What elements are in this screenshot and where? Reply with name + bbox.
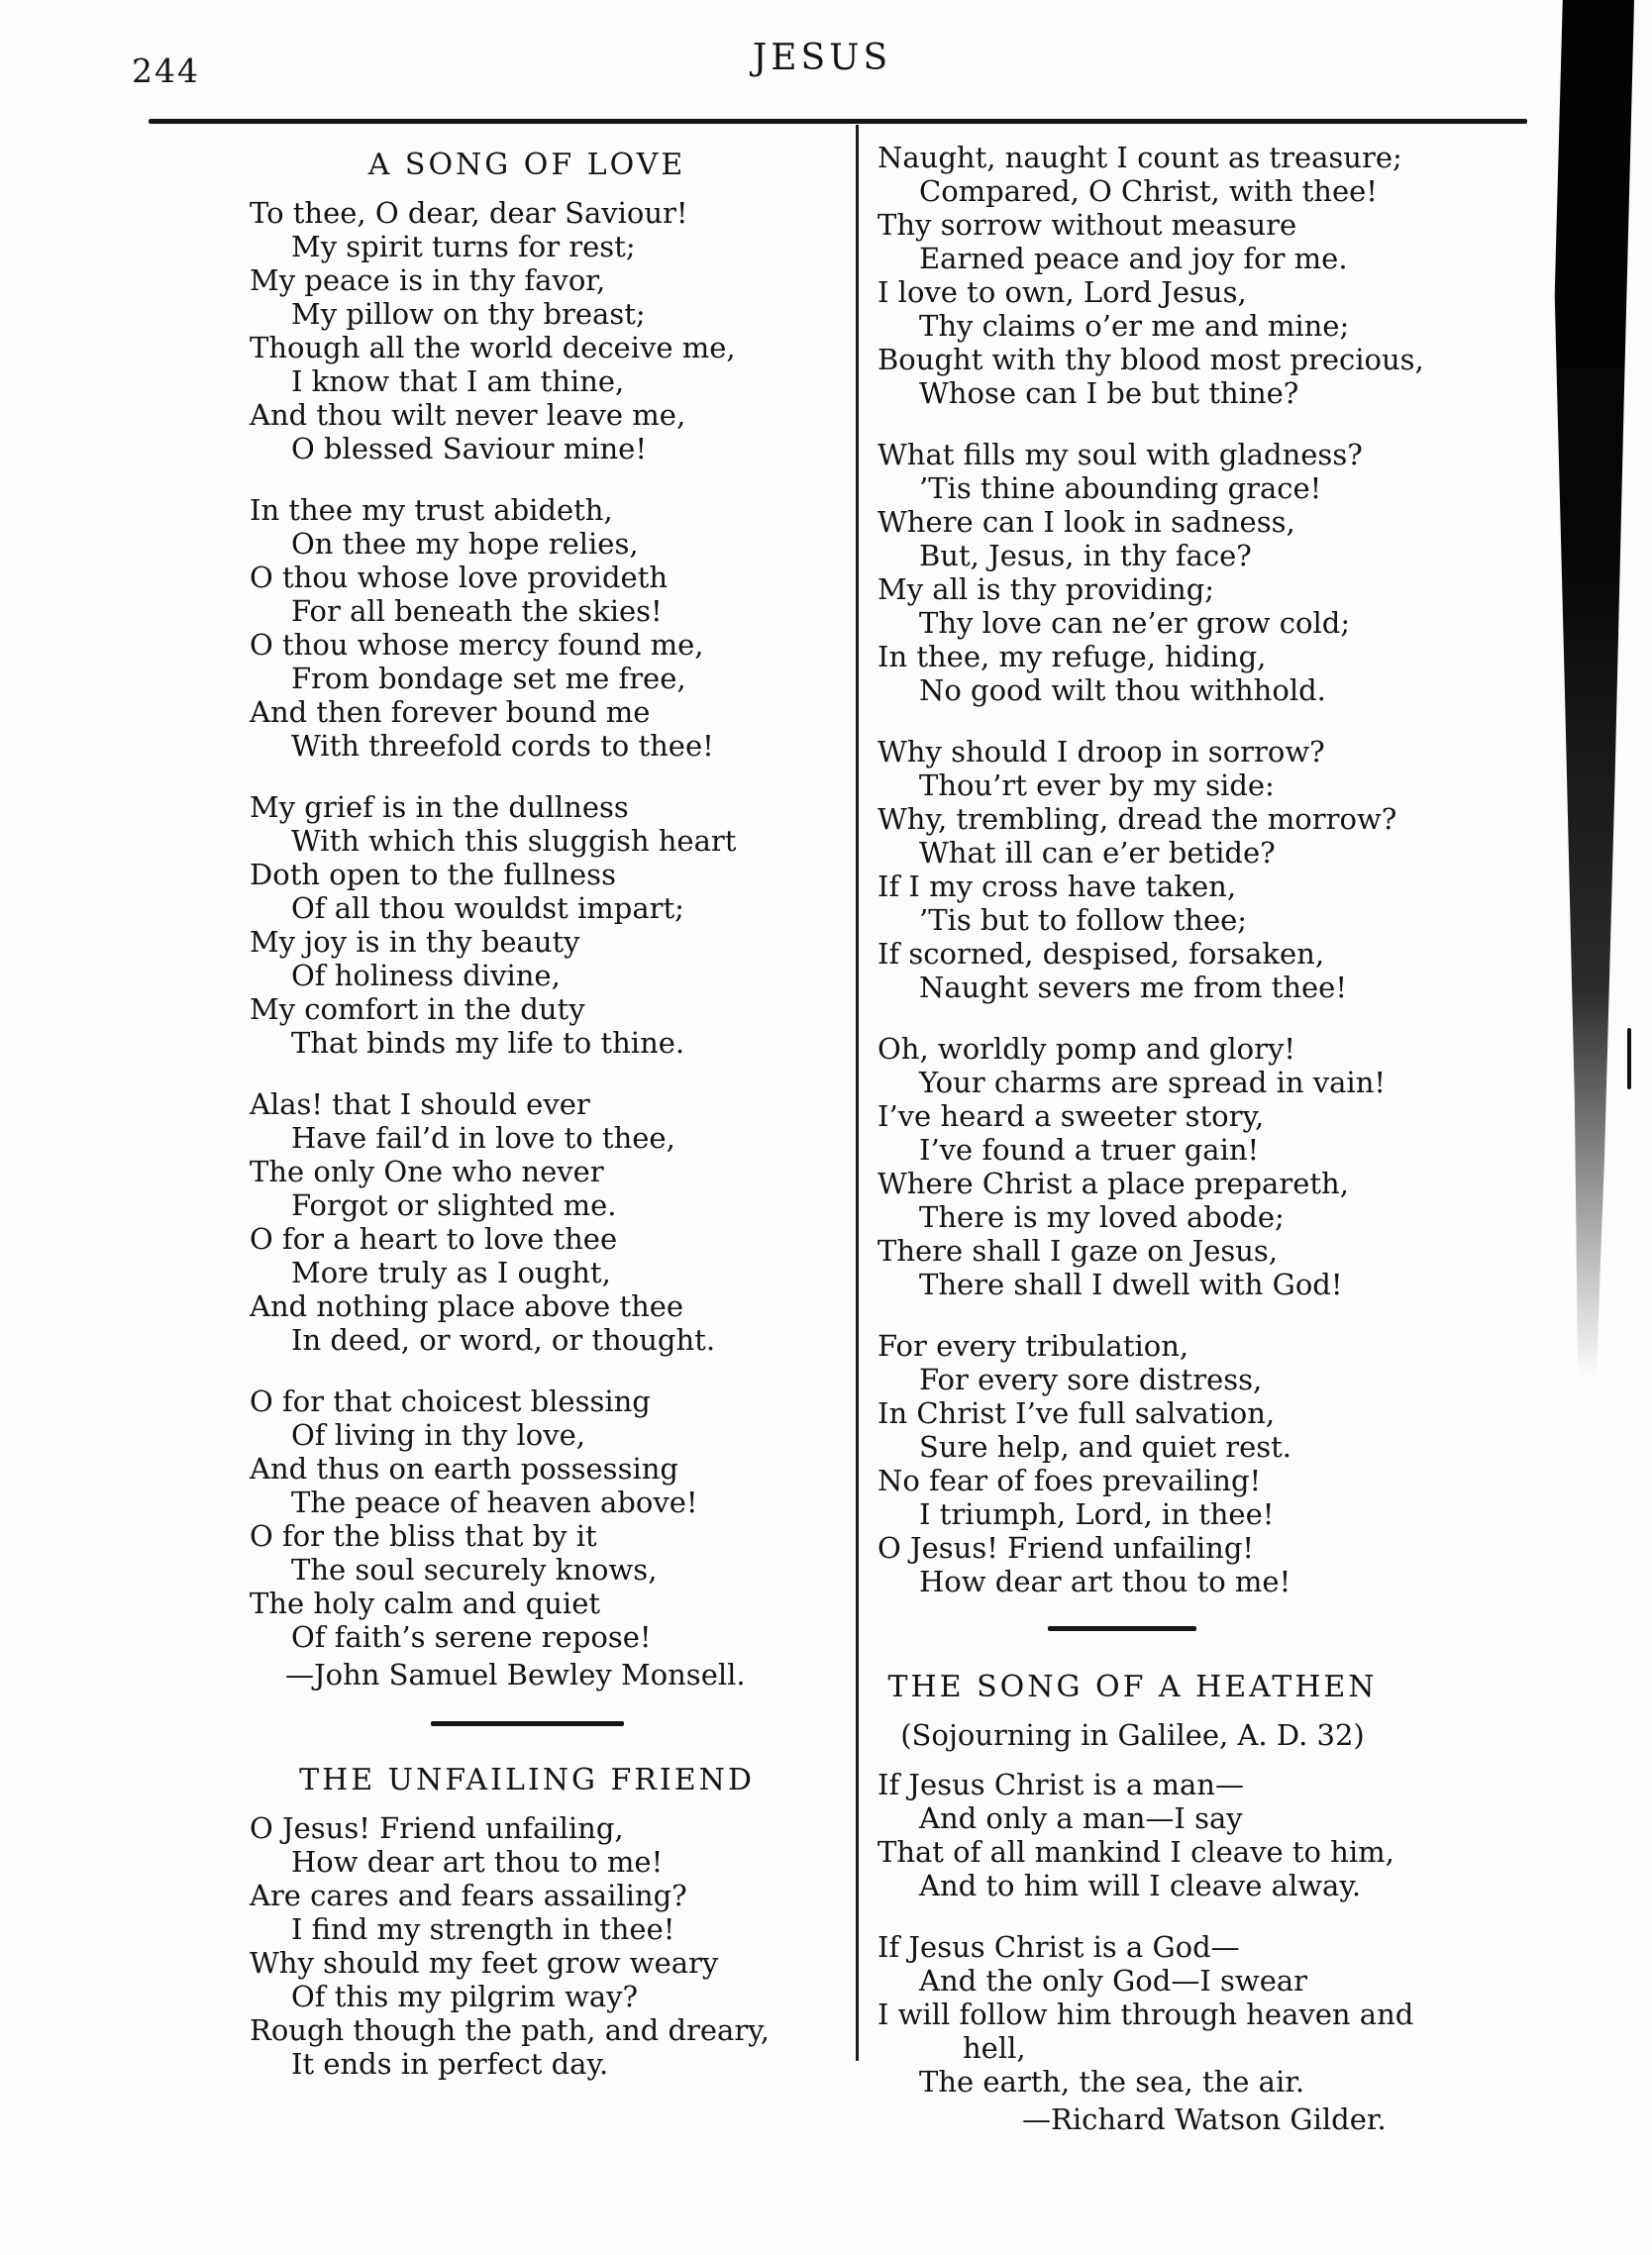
- poem-line: I find my strength in thee!: [291, 1912, 675, 1946]
- poem-line: If Jesus Christ is a God—: [878, 1930, 1240, 1964]
- poem-body-the-unfailing-friend-continued: [878, 141, 1541, 1598]
- poem-line: For every tribulation,: [878, 1329, 1189, 1363]
- column-divider-rule: [856, 125, 859, 2061]
- stanza: [878, 438, 1541, 707]
- stanza: [878, 1768, 1541, 1902]
- poem-line: For every sore distress,: [919, 1363, 1263, 1396]
- poem-line: Of faith’s serene repose!: [291, 1620, 652, 1654]
- poem-line: O for that choicest blessing: [250, 1384, 651, 1418]
- poem-line: Bought with thy blood most precious,: [878, 343, 1424, 376]
- poem-line: My joy is in thy beauty: [250, 925, 580, 959]
- poem-line: Thy sorrow without measure: [878, 208, 1297, 242]
- poem-line: In thee, my refuge, hiding,: [878, 640, 1267, 673]
- poem-line: Where Christ a place prepareth,: [878, 1167, 1349, 1200]
- poem-line: That binds my life to thine.: [291, 1026, 685, 1060]
- poem-line: The soul securely knows,: [291, 1553, 658, 1587]
- poem-line: And thou wilt never leave me,: [250, 398, 686, 432]
- poem-line: My comfort in the duty: [250, 992, 585, 1026]
- poem-line: Are cares and fears assailing?: [250, 1879, 687, 1912]
- poem-line: On thee my hope relies,: [291, 527, 639, 561]
- stanza: [878, 141, 1541, 410]
- poem-line: In thee my trust abideth,: [250, 493, 613, 527]
- poem-line: Where can I look in sadness,: [878, 505, 1295, 539]
- poem-line: O thou whose love provideth: [250, 561, 669, 594]
- poem-line: My grief is in the dullness: [250, 790, 629, 824]
- poem-line: But, Jesus, in thy face?: [919, 539, 1252, 572]
- poem-subtitle: (Sojourning in Galilee, A. D. 32): [900, 1718, 1365, 1752]
- binding-shadow: [1553, 0, 1636, 1377]
- poem-line: Thou’rt ever by my side:: [919, 769, 1275, 802]
- poem-line: If scorned, despised, forsaken,: [878, 937, 1325, 971]
- section-divider: [1048, 1626, 1196, 1631]
- poem-line: hell,: [963, 2031, 1026, 2065]
- poem-line: The earth, the sea, the air.: [919, 2065, 1305, 2099]
- poem-line: The only One who never: [250, 1155, 604, 1188]
- stanza: [250, 196, 844, 465]
- poem-line: And only a man—I say: [919, 1801, 1243, 1835]
- poem-line: And the only God—I swear: [919, 1964, 1308, 1998]
- stanza: [250, 790, 844, 1060]
- poem-line: Rough though the path, and dreary,: [250, 2013, 770, 2047]
- stanza: [878, 1930, 1541, 2099]
- poem-line: There shall I gaze on Jesus,: [878, 1234, 1279, 1268]
- poem-line: And then forever bound me: [250, 695, 651, 729]
- poem-body-the-unfailing-friend: [250, 1811, 844, 2081]
- poem-line: Naught severs me from thee!: [919, 971, 1347, 1004]
- poem-line: My peace is in thy favor,: [250, 263, 606, 297]
- poem-line: What ill can e’er betide?: [919, 836, 1276, 870]
- poem-line: ’Tis but to follow thee;: [919, 903, 1248, 937]
- poem-line: No good wilt thou withhold.: [919, 673, 1326, 707]
- poem-line: I love to own, Lord Jesus,: [878, 275, 1247, 309]
- stanza: [250, 1087, 844, 1357]
- stanza: [878, 1032, 1541, 1301]
- poem-line: O for a heart to love thee: [250, 1222, 618, 1256]
- poem-line: Thy love can ne’er grow cold;: [919, 606, 1351, 640]
- poem-title-the-unfailing-friend: THE UNFAILING FRIEND: [299, 1763, 755, 1797]
- poem-line: In Christ I’ve full salvation,: [878, 1396, 1276, 1430]
- right-column: [878, 141, 1541, 2136]
- poem-line: And nothing place above thee: [250, 1289, 684, 1323]
- stanza: [878, 1329, 1541, 1598]
- poem-line: And thus on earth possessing: [250, 1452, 678, 1486]
- poem-line: From bondage set me free,: [291, 662, 686, 695]
- poem-line: O thou whose mercy found me,: [250, 628, 704, 662]
- stanza: [250, 1811, 844, 2081]
- poem-line: For all beneath the skies!: [291, 594, 663, 628]
- poem-line: Have fail’d in love to thee,: [291, 1121, 675, 1155]
- poem-line: My all is thy providing;: [878, 572, 1215, 606]
- poem-line: Oh, worldly pomp and glory!: [878, 1032, 1296, 1066]
- poem-line: Of living in thy love,: [291, 1418, 585, 1452]
- poem-line: My spirit turns for rest;: [291, 230, 636, 263]
- poem-line: Doth open to the fullness: [250, 858, 616, 891]
- poem-line: It ends in perfect day.: [291, 2047, 609, 2081]
- poem-line: To thee, O dear, dear Saviour!: [250, 196, 688, 230]
- stanza: [250, 493, 844, 763]
- poem-line: Earned peace and joy for me.: [919, 242, 1348, 275]
- poem-line: And to him will I cleave alway.: [919, 1869, 1362, 1902]
- poem-line: How dear art thou to me!: [919, 1565, 1291, 1598]
- header-rule: [149, 119, 1527, 124]
- poem-line: Thy claims o’er me and mine;: [919, 309, 1350, 343]
- poem-line: With threefold cords to thee!: [291, 729, 714, 763]
- poem-line: Sure help, and quiet rest.: [919, 1430, 1291, 1464]
- poem-line: That of all mankind I cleave to him,: [878, 1835, 1394, 1869]
- poem-line: I’ve heard a sweeter story,: [878, 1099, 1265, 1133]
- poem-title-a-song-of-love: A SONG OF LOVE: [367, 148, 686, 182]
- poem-line: How dear art thou to me!: [291, 1845, 664, 1879]
- poem-line: No fear of foes prevailing!: [878, 1464, 1262, 1497]
- page-number: 244: [132, 51, 200, 90]
- poem-line: I will follow him through heaven and: [878, 1998, 1414, 2031]
- stanza: [878, 735, 1541, 1004]
- poem-line: The holy calm and quiet: [250, 1587, 601, 1620]
- poem-line: Forgot or slighted me.: [291, 1188, 617, 1222]
- poem-line: Alas! that I should ever: [250, 1087, 590, 1121]
- poem-body-a-song-of-love: [250, 196, 844, 1654]
- poem-line: Your charms are spread in vain!: [919, 1066, 1387, 1099]
- poem-line: The peace of heaven above!: [291, 1486, 698, 1519]
- poem-line: ’Tis thine abounding grace!: [919, 471, 1322, 505]
- poem-body-the-song-of-a-heathen: [878, 1768, 1541, 2099]
- poem-line: Why should my feet grow weary: [250, 1946, 719, 1980]
- poem-line: Of this my pilgrim way?: [291, 1980, 639, 2013]
- poem-line: Though all the world deceive me,: [250, 331, 736, 364]
- poem-attribution-gilder: —Richard Watson Gilder.: [1022, 2102, 1387, 2136]
- poem-line: O Jesus! Friend unfailing!: [878, 1531, 1255, 1565]
- poem-line: There shall I dwell with God!: [919, 1268, 1343, 1301]
- poem-line: O blessed Saviour mine!: [291, 432, 648, 465]
- poem-line: I know that I am thine,: [291, 364, 625, 398]
- poem-line: I’ve found a truer gain!: [919, 1133, 1260, 1167]
- poem-line: If Jesus Christ is a man—: [878, 1768, 1244, 1801]
- section-divider: [431, 1721, 624, 1726]
- poem-line: Of holiness divine,: [291, 959, 561, 992]
- poem-line: My pillow on thy breast;: [291, 297, 646, 331]
- poem-line: What fills my soul with gladness?: [878, 438, 1363, 471]
- poem-line: Whose can I be but thine?: [919, 376, 1299, 410]
- poem-line: Why, trembling, dread the morrow?: [878, 802, 1397, 836]
- poem-line: Compared, O Christ, with thee!: [919, 174, 1378, 208]
- poem-attribution-monsell: —John Samuel Bewley Monsell.: [285, 1658, 746, 1691]
- margin-mark: [1627, 1028, 1631, 1089]
- poem-line: Naught, naught I count as treasure;: [878, 141, 1402, 174]
- poem-line: There is my loved abode;: [919, 1200, 1285, 1234]
- poem-line: Why should I droop in sorrow?: [878, 735, 1325, 769]
- poem-line: More truly as I ought,: [291, 1256, 611, 1289]
- poem-title-the-song-of-a-heathen: THE SONG OF A HEATHEN: [887, 1670, 1378, 1704]
- poem-line: If I my cross have taken,: [878, 870, 1237, 903]
- poem-line: Of all thou wouldst impart;: [291, 891, 684, 925]
- poem-line: O for the bliss that by it: [250, 1519, 597, 1553]
- stanza: [250, 1384, 844, 1654]
- running-head: JESUS: [752, 38, 892, 78]
- poem-line: O Jesus! Friend unfailing,: [250, 1811, 624, 1845]
- poem-line: With which this sluggish heart: [291, 824, 737, 858]
- poem-line: In deed, or word, or thought.: [291, 1323, 716, 1357]
- poem-line: I triumph, Lord, in thee!: [919, 1497, 1275, 1531]
- left-column: [250, 149, 844, 2108]
